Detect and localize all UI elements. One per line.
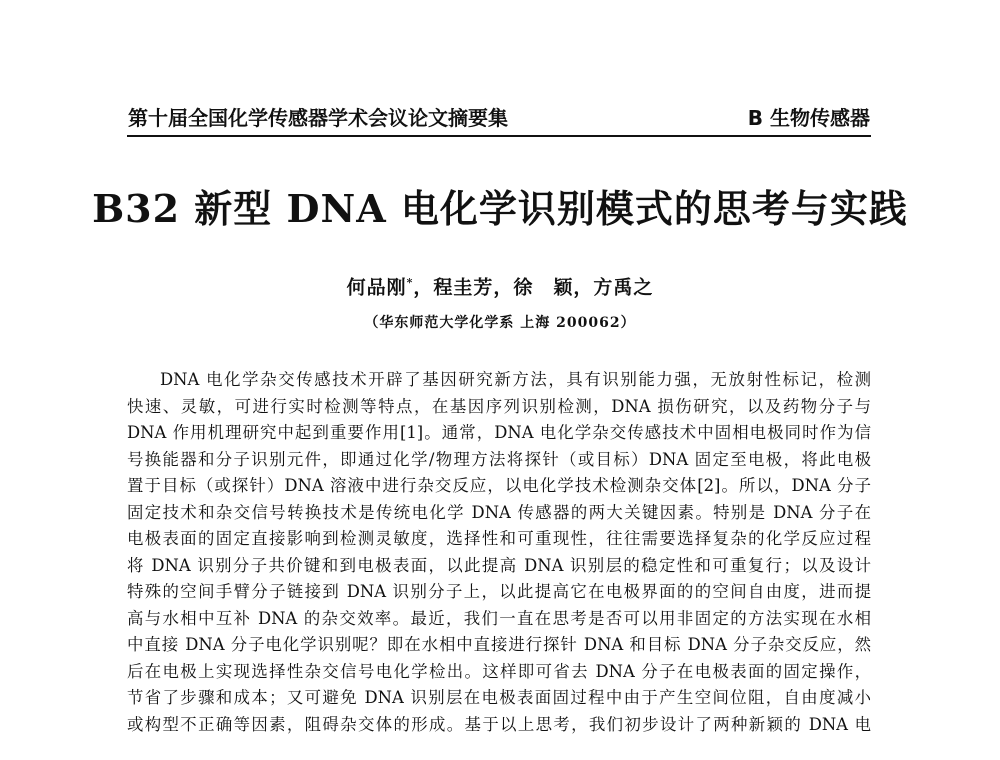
body-line: 号换能器和分子识别元件，即通过化学/物理方法将探针（或目标）DNA 固定至电极，将此电极 xyxy=(127,449,871,469)
body-line: 电极表面的固定直接影响到检测灵敏度，选择性和可重现性，往往需要选择复杂的化学反应过程 xyxy=(127,529,871,548)
body-line: DNA 电化学杂交传感技术开辟了基因研究新方法，具有识别能力强，无放射性标记，检测 xyxy=(160,370,871,389)
body-line: 置于目标（或探针）DNA 溶液中进行杂交反应，以电化学技术检测杂交体[2]。所以，DNA 分子 xyxy=(127,476,871,495)
paper-title: B32 新型 DNA 电化学识别模式的思考与实践 xyxy=(92,186,908,231)
abstract-body xyxy=(127,367,871,738)
body-line: 后在电极上实现选择性杂交信号电化学检出。这样即可省去 DNA 分子在电极表面的固定操作， xyxy=(127,661,871,681)
body-line: 固定技术和杂交信号转换技术是传统电化学 DNA 传感器的两大关键因素。特别是 DNA 分子在 xyxy=(127,502,871,522)
running-header xyxy=(128,103,870,133)
section-label: B 生物传感器 xyxy=(747,106,870,130)
body-line: 节省了步骤和成本；又可避免 DNA 识别层在电极表面固过程中由于产生空间位阻，自由度减小 xyxy=(127,688,871,707)
body-line: 将 DNA 识别分子共价键和到电极表面，以此提高 DNA 识别层的稳定性和可重复行；以及设计 xyxy=(127,555,871,575)
body-line: DNA 作用机理研究中起到重要作用[1]。通常，DNA 电化学杂交传感技术中固相电极同时作为信 xyxy=(127,423,871,442)
header-rule xyxy=(127,135,871,137)
author-corresponding: 何品刚 xyxy=(346,276,407,299)
affiliation: （华东师范大学化学系 上海 200062） xyxy=(364,315,636,331)
body-line: 特殊的空间手臂分子链接到 DNA 识别分子上，以此提高它在电极界面的的空间自由度，进而提 xyxy=(127,582,871,601)
author-list xyxy=(0,270,1000,300)
body-line: 高与水相中互补 DNA 的杂交效率。最近，我们一直在思考是否可以用非固定的方法实现在水相 xyxy=(127,608,871,628)
body-line: 中直接 DNA 分子电化学识别呢？即在水相中直接进行探针 DNA 和目标 DNA 分子杂交反应，然 xyxy=(127,635,871,654)
proceedings-title: 第十届全国化学传感器学术会议论文摘要集 xyxy=(128,106,508,130)
body-line: 或构型不正确等因素，阻碍杂交体的形成。基于以上思考，我们初步设计了两种新颖的 DNA 电 xyxy=(127,714,871,734)
body-line: 快速、灵敏，可进行实时检测等特点，在基因序列识别检测，DNA 损伤研究，以及药物分子与 xyxy=(127,396,871,416)
author-others: ，程圭芳，徐 颖，方禹之 xyxy=(413,276,654,299)
corresponding-author-mark: * xyxy=(406,276,414,289)
